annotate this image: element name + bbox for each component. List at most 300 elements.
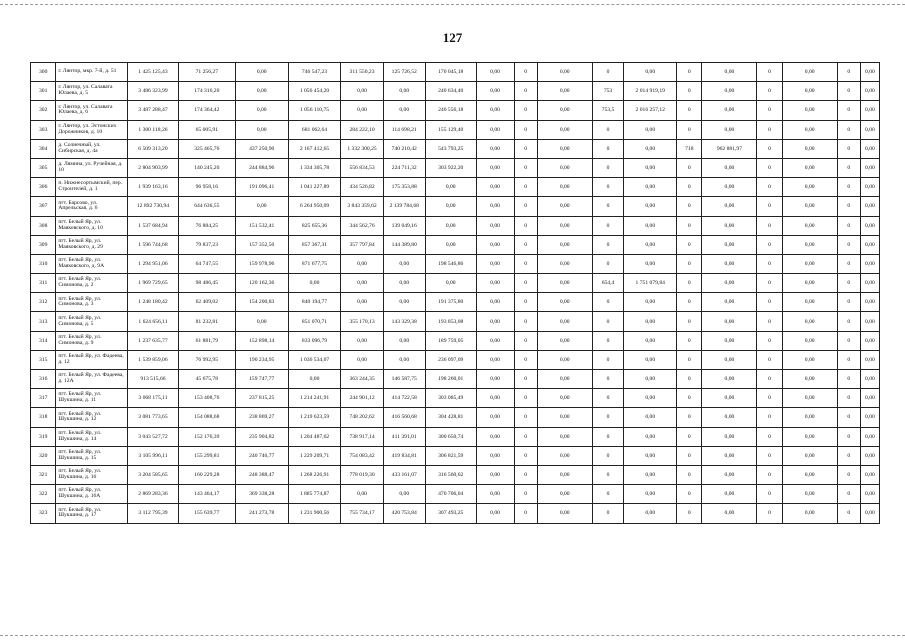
value-cell: 0,00 <box>702 427 757 446</box>
value-cell: 191 375,80 <box>425 293 476 312</box>
value-cell: 0,00 <box>782 408 837 427</box>
value-cell: 0,00 <box>476 178 514 197</box>
value-cell: 1 624 656,11 <box>128 312 179 331</box>
value-cell: 0,00 <box>860 274 879 293</box>
value-cell: 0 <box>592 331 624 350</box>
value-cell: 0,00 <box>702 312 757 331</box>
value-cell: 0,00 <box>860 254 879 273</box>
value-cell: 0 <box>592 446 624 465</box>
value-cell: 746 547,23 <box>288 63 341 82</box>
table-row <box>31 178 880 197</box>
value-cell: 0 <box>677 178 702 197</box>
value-cell: 3 112 795,39 <box>128 504 179 523</box>
value-cell: 0 <box>514 465 537 484</box>
value-cell: 1 041 227,89 <box>288 178 341 197</box>
table-row <box>31 235 880 254</box>
address-cell: г. Лянтор, ул. Салавата Юлаева, д. 5 <box>56 82 128 101</box>
address-cell: пгт. Белый Яр, ул. Симонова, д. 5 <box>56 312 128 331</box>
table-row <box>31 408 880 427</box>
value-cell: 0,00 <box>782 139 837 158</box>
value-cell: 0 <box>677 158 702 177</box>
value-cell: 0 <box>837 63 860 82</box>
value-cell: 0,00 <box>782 370 837 389</box>
value-cell: 0,00 <box>425 216 476 235</box>
value-cell: 1 969 729,65 <box>128 274 179 293</box>
value-cell: 644 636,55 <box>178 197 235 216</box>
value-cell: 1 268 226,91 <box>288 465 341 484</box>
value-cell: 0 <box>514 235 537 254</box>
value-cell: 0 <box>837 370 860 389</box>
value-cell: 543 793,25 <box>425 139 476 158</box>
table-row <box>31 120 880 139</box>
value-cell: 0,00 <box>702 485 757 504</box>
value-cell: 224 711,32 <box>383 158 425 177</box>
value-cell: 0,00 <box>537 350 592 369</box>
value-cell: 0,00 <box>537 370 592 389</box>
value-cell: 0 <box>837 465 860 484</box>
value-cell: 0,00 <box>235 82 288 101</box>
value-cell: 0,00 <box>476 293 514 312</box>
value-cell: 0,00 <box>702 120 757 139</box>
row-number-cell: 313 <box>31 312 56 331</box>
value-cell: 0,00 <box>782 63 837 82</box>
value-cell: 0 <box>677 408 702 427</box>
value-cell: 0 <box>837 235 860 254</box>
value-cell: 0 <box>677 216 702 235</box>
value-cell: 236 097,09 <box>425 350 476 369</box>
row-number-cell: 311 <box>31 274 56 293</box>
value-cell: 0 <box>757 120 782 139</box>
value-cell: 0,00 <box>782 254 837 273</box>
value-cell: 0 <box>592 178 624 197</box>
value-cell: 160 229,28 <box>178 465 235 484</box>
value-cell: 0 <box>677 389 702 408</box>
value-cell: 0,00 <box>624 465 677 484</box>
value-cell: 0,00 <box>383 485 425 504</box>
value-cell: 1 056 454,20 <box>288 82 341 101</box>
value-cell: 0,00 <box>235 101 288 120</box>
value-cell: 45 675,78 <box>178 370 235 389</box>
value-cell: 0 <box>592 254 624 273</box>
value-cell: 0,00 <box>860 331 879 350</box>
value-cell: 0,00 <box>476 504 514 523</box>
value-cell: 0,00 <box>624 216 677 235</box>
value-cell: 152 898,14 <box>235 331 288 350</box>
value-cell: 152 176,39 <box>178 427 235 446</box>
table-row <box>31 504 880 523</box>
value-cell: 0,00 <box>782 293 837 312</box>
address-cell: пгт. Белый Яр, ул. Шукшина, д. 11 <box>56 389 128 408</box>
value-cell: 0 <box>514 408 537 427</box>
value-cell: 0,00 <box>288 274 341 293</box>
value-cell: 0,00 <box>537 158 592 177</box>
address-cell: д. Лямина, ул. Ручейная, д. 10 <box>56 158 128 177</box>
value-cell: 235 904,82 <box>235 427 288 446</box>
value-cell: 0,00 <box>425 178 476 197</box>
value-cell: 0,00 <box>782 158 837 177</box>
value-cell: 0 <box>757 465 782 484</box>
value-cell: 0 <box>592 235 624 254</box>
value-cell: 0,00 <box>476 408 514 427</box>
value-cell: 0 <box>837 350 860 369</box>
value-cell: 0 <box>757 254 782 273</box>
value-cell: 0,00 <box>341 254 383 273</box>
row-number-cell: 320 <box>31 446 56 465</box>
value-cell: 0,00 <box>782 389 837 408</box>
value-cell: 193 853,08 <box>425 312 476 331</box>
table-row <box>31 350 880 369</box>
value-cell: 241 273,78 <box>235 504 288 523</box>
table-row <box>31 139 880 158</box>
value-cell: 238 869,27 <box>235 408 288 427</box>
value-cell: 0 <box>514 504 537 523</box>
value-cell: 0 <box>837 274 860 293</box>
value-cell: 0,00 <box>860 82 879 101</box>
value-cell: 0,00 <box>702 178 757 197</box>
value-cell: 311 550,23 <box>341 63 383 82</box>
value-cell: 0,00 <box>702 82 757 101</box>
value-cell: 420 753,84 <box>383 504 425 523</box>
value-cell: 0,00 <box>383 254 425 273</box>
address-cell: д. Солнечный, ул. Сибирская, д. 4а <box>56 139 128 158</box>
value-cell: 1 425 125,43 <box>128 63 179 82</box>
value-cell: 0 <box>514 427 537 446</box>
value-cell: 316 560,62 <box>425 465 476 484</box>
value-cell: 434 526,82 <box>341 178 383 197</box>
value-cell: 64 747,55 <box>178 254 235 273</box>
row-number-cell: 318 <box>31 408 56 427</box>
value-cell: 0 <box>837 293 860 312</box>
value-cell: 0,00 <box>341 274 383 293</box>
value-cell: 3 486 323,99 <box>128 82 179 101</box>
value-cell: 0,00 <box>476 63 514 82</box>
value-cell: 0,00 <box>476 331 514 350</box>
value-cell: 0,00 <box>624 370 677 389</box>
value-cell: 0,00 <box>537 82 592 101</box>
value-cell: 363 244,35 <box>341 370 383 389</box>
value-cell: 344 562,76 <box>341 216 383 235</box>
value-cell: 0 <box>677 120 702 139</box>
table-row <box>31 331 880 350</box>
scan-top-edge <box>0 4 905 5</box>
value-cell: 237 815,25 <box>235 389 288 408</box>
table-row <box>31 274 880 293</box>
value-cell: 0 <box>837 504 860 523</box>
value-cell: 0,00 <box>860 465 879 484</box>
value-cell: 0,00 <box>537 485 592 504</box>
value-cell: 851 070,71 <box>288 312 341 331</box>
value-cell: 0,00 <box>624 389 677 408</box>
value-cell: 0 <box>757 274 782 293</box>
value-cell: 155 639,77 <box>178 504 235 523</box>
value-cell: 0,00 <box>476 197 514 216</box>
value-cell: 0,00 <box>782 235 837 254</box>
value-cell: 191 096,41 <box>235 178 288 197</box>
table-row <box>31 158 880 177</box>
row-number-cell: 301 <box>31 82 56 101</box>
value-cell: 3 081 773,65 <box>128 408 179 427</box>
value-cell: 0,00 <box>537 120 592 139</box>
value-cell: 3 068 175,11 <box>128 389 179 408</box>
value-cell: 76 884,25 <box>178 216 235 235</box>
value-cell: 3 204 585,65 <box>128 465 179 484</box>
value-cell: 0 <box>677 465 702 484</box>
value-cell: 0 <box>514 197 537 216</box>
value-cell: 0,00 <box>860 446 879 465</box>
value-cell: 0 <box>837 82 860 101</box>
row-number-cell: 308 <box>31 216 56 235</box>
value-cell: 0 <box>592 120 624 139</box>
value-cell: 0,00 <box>624 254 677 273</box>
value-cell: 0,00 <box>624 293 677 312</box>
value-cell: 0 <box>514 485 537 504</box>
value-cell: 718 <box>677 139 702 158</box>
value-cell: 248 388,47 <box>235 465 288 484</box>
value-cell: 1 204 487,62 <box>288 427 341 446</box>
value-cell: 0 <box>677 293 702 312</box>
row-number-cell: 322 <box>31 485 56 504</box>
value-cell: 3 843 359,62 <box>341 197 383 216</box>
value-cell: 1 537 684,94 <box>128 216 179 235</box>
value-cell: 240 746,77 <box>235 446 288 465</box>
value-cell: 0 <box>757 63 782 82</box>
value-cell: 140 245,20 <box>178 158 235 177</box>
value-cell: 0 <box>837 139 860 158</box>
value-cell: 1 939 163,16 <box>128 178 179 197</box>
value-cell: 2 869 283,36 <box>128 485 179 504</box>
value-cell: 155 299,81 <box>178 446 235 465</box>
value-cell: 0 <box>514 254 537 273</box>
address-cell: пгт. Белый Яр, ул. Симонова, д. 9 <box>56 331 128 350</box>
value-cell: 833 096,79 <box>288 331 341 350</box>
value-cell: 0 <box>592 293 624 312</box>
value-cell: 62 409,02 <box>178 293 235 312</box>
value-cell: 1 237 635,77 <box>128 331 179 350</box>
table-body <box>31 63 880 524</box>
value-cell: 0,00 <box>782 504 837 523</box>
value-cell: 0 <box>592 139 624 158</box>
value-cell: 0,00 <box>537 216 592 235</box>
value-cell: 198 546,86 <box>425 254 476 273</box>
row-number-cell: 323 <box>31 504 56 523</box>
value-cell: 1 229 209,71 <box>288 446 341 465</box>
value-cell: 0,00 <box>383 293 425 312</box>
value-cell: 1 248 180,42 <box>128 293 179 312</box>
value-cell: 556 834,53 <box>341 158 383 177</box>
value-cell: 0,00 <box>537 504 592 523</box>
value-cell: 0,00 <box>860 389 879 408</box>
value-cell: 753 <box>592 82 624 101</box>
value-cell: 0 <box>514 178 537 197</box>
value-cell: 0 <box>514 101 537 120</box>
value-cell: 0,00 <box>624 408 677 427</box>
value-cell: 0 <box>837 101 860 120</box>
row-number-cell: 309 <box>31 235 56 254</box>
value-cell: 0,00 <box>782 331 837 350</box>
address-cell: пгт. Белый Яр, ул. Маяковского, д. 9А <box>56 254 128 273</box>
address-cell: пгт. Барсово, ул. Апрельская, д. 6 <box>56 197 128 216</box>
value-cell: 755 734,17 <box>341 504 383 523</box>
buildings-repair-table <box>30 62 880 524</box>
value-cell: 0,00 <box>476 485 514 504</box>
value-cell: 0,00 <box>702 465 757 484</box>
value-cell: 0,00 <box>702 331 757 350</box>
value-cell: 284 222,10 <box>341 120 383 139</box>
value-cell: 681 062,64 <box>288 120 341 139</box>
address-cell: пгт. Белый Яр, ул. Симонова, д. 3 <box>56 293 128 312</box>
value-cell: 0 <box>514 216 537 235</box>
value-cell: 65 005,91 <box>178 120 235 139</box>
table-row <box>31 197 880 216</box>
value-cell: 0,00 <box>624 158 677 177</box>
value-cell: 0 <box>757 331 782 350</box>
value-cell: 0 <box>757 485 782 504</box>
value-cell: 0,00 <box>702 197 757 216</box>
value-cell: 0 <box>677 274 702 293</box>
value-cell: 0,00 <box>624 427 677 446</box>
table-row <box>31 63 880 82</box>
value-cell: 61 881,79 <box>178 331 235 350</box>
value-cell: 0,00 <box>341 101 383 120</box>
value-cell: 0,00 <box>702 216 757 235</box>
value-cell: 0 <box>757 446 782 465</box>
value-cell: 0,00 <box>860 370 879 389</box>
value-cell: 0,00 <box>624 331 677 350</box>
value-cell: 0 <box>837 254 860 273</box>
value-cell: 433 161,07 <box>383 465 425 484</box>
row-number-cell: 305 <box>31 158 56 177</box>
table-row <box>31 216 880 235</box>
value-cell: 0 <box>677 485 702 504</box>
value-cell: 0,00 <box>702 370 757 389</box>
value-cell: 0,00 <box>624 63 677 82</box>
value-cell: 414 722,58 <box>383 389 425 408</box>
value-cell: 0 <box>592 504 624 523</box>
address-cell: пгт. Белый Яр, ул. Шукшина, д. 12 <box>56 408 128 427</box>
value-cell: 0,00 <box>782 216 837 235</box>
value-cell: 740 210,42 <box>383 139 425 158</box>
value-cell: 0,00 <box>476 446 514 465</box>
value-cell: 0,00 <box>782 120 837 139</box>
value-cell: 154 200,83 <box>235 293 288 312</box>
value-cell: 76 992,95 <box>178 350 235 369</box>
value-cell: 0 <box>757 82 782 101</box>
value-cell: 0,00 <box>537 139 592 158</box>
value-cell: 143 329,38 <box>383 312 425 331</box>
value-cell: 1 231 900,56 <box>288 504 341 523</box>
value-cell: 0 <box>837 331 860 350</box>
row-number-cell: 312 <box>31 293 56 312</box>
table-row <box>31 312 880 331</box>
value-cell: 0 <box>677 370 702 389</box>
value-cell: 0,00 <box>341 331 383 350</box>
row-number-cell: 300 <box>31 63 56 82</box>
value-cell: 470 706,04 <box>425 485 476 504</box>
value-cell: 0,00 <box>476 139 514 158</box>
value-cell: 303 085,49 <box>425 389 476 408</box>
value-cell: 0,00 <box>476 312 514 331</box>
address-cell: пгт. Белый Яр, ул. Шукшина, д. 15 <box>56 446 128 465</box>
address-cell: пгт. Белый Яр, ул. Фадеева, д. 12А <box>56 370 128 389</box>
value-cell: 0,00 <box>425 197 476 216</box>
value-cell: 325 465,76 <box>178 139 235 158</box>
value-cell: 0 <box>514 350 537 369</box>
value-cell: 0,00 <box>341 82 383 101</box>
value-cell: 0,00 <box>476 465 514 484</box>
value-cell: 0,00 <box>624 139 677 158</box>
value-cell: 0 <box>514 120 537 139</box>
value-cell: 0,00 <box>702 235 757 254</box>
value-cell: 0,00 <box>702 274 757 293</box>
value-cell: 144 389,80 <box>383 235 425 254</box>
value-cell: 0,00 <box>537 427 592 446</box>
value-cell: 303 922,20 <box>425 158 476 177</box>
value-cell: 913 515,66 <box>128 370 179 389</box>
value-cell: 189 759,05 <box>425 331 476 350</box>
value-cell: 1 056 110,75 <box>288 101 341 120</box>
value-cell: 0,00 <box>537 312 592 331</box>
value-cell: 198 260,01 <box>425 370 476 389</box>
value-cell: 3 487 288,47 <box>128 101 179 120</box>
value-cell: 357 797,84 <box>341 235 383 254</box>
value-cell: 754 083,42 <box>341 446 383 465</box>
value-cell: 0 <box>514 446 537 465</box>
value-cell: 0,00 <box>476 158 514 177</box>
value-cell: 1 294 951,06 <box>128 254 179 273</box>
value-cell: 0,00 <box>624 485 677 504</box>
value-cell: 0 <box>514 82 537 101</box>
value-cell: 0 <box>677 235 702 254</box>
value-cell: 0,00 <box>341 293 383 312</box>
value-cell: 0 <box>837 197 860 216</box>
value-cell: 2 167 412,65 <box>288 139 341 158</box>
table-row <box>31 446 880 465</box>
value-cell: 840 194,77 <box>288 293 341 312</box>
value-cell: 0,00 <box>537 274 592 293</box>
value-cell: 0,00 <box>860 63 879 82</box>
value-cell: 0 <box>837 312 860 331</box>
value-cell: 0,00 <box>383 274 425 293</box>
value-cell: 0,00 <box>782 197 837 216</box>
value-cell: 0,00 <box>425 235 476 254</box>
value-cell: 0 <box>837 216 860 235</box>
value-cell: 151 532,41 <box>235 216 288 235</box>
value-cell: 0,00 <box>235 120 288 139</box>
value-cell: 0,00 <box>624 504 677 523</box>
value-cell: 2 804 903,99 <box>128 158 179 177</box>
value-cell: 0,00 <box>860 101 879 120</box>
value-cell: 1 332 300,25 <box>341 139 383 158</box>
value-cell: 0,00 <box>476 350 514 369</box>
value-cell: 12 892 730,94 <box>128 197 179 216</box>
value-cell: 190 234,95 <box>235 350 288 369</box>
value-cell: 0,00 <box>782 350 837 369</box>
value-cell: 120 162,36 <box>235 274 288 293</box>
value-cell: 0,00 <box>383 331 425 350</box>
value-cell: 0 <box>757 293 782 312</box>
value-cell: 0,00 <box>860 178 879 197</box>
value-cell: 0 <box>514 370 537 389</box>
value-cell: 0,00 <box>624 312 677 331</box>
value-cell: 0,00 <box>860 216 879 235</box>
value-cell: 0,00 <box>476 274 514 293</box>
value-cell: 0 <box>837 389 860 408</box>
value-cell: 0,00 <box>476 254 514 273</box>
value-cell: 0 <box>677 101 702 120</box>
value-cell: 143 464,17 <box>178 485 235 504</box>
table-row <box>31 370 880 389</box>
value-cell: 244 901,12 <box>341 389 383 408</box>
